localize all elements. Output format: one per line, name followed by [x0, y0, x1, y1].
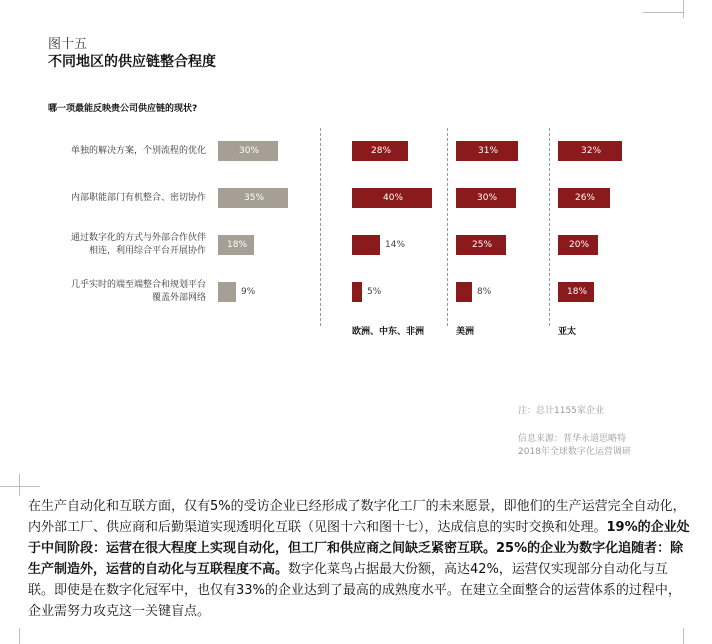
bar-region-2-row-4 [456, 282, 472, 302]
note-total: 注：总计1155家企业 [518, 406, 604, 416]
bar-value-label: 26% [575, 193, 596, 203]
panel-divider-3 [549, 128, 550, 326]
bar-value-label: 32% [581, 146, 602, 156]
category-label-1 [20, 145, 206, 158]
category-label-line: 通过数字化的方式与外部合作伙伴 [70, 233, 206, 243]
bar-value-label: 40% [383, 193, 404, 203]
bar-value-label: 8% [477, 287, 492, 297]
bar-value-label: 28% [371, 146, 392, 156]
source-line-1: 信息来源：普华永道思略特 [518, 434, 627, 444]
bar-value-label: 30% [477, 193, 498, 203]
bar-value-label: 20% [569, 240, 590, 250]
figure-title: 不同地区的供应链整合程度 [48, 54, 216, 70]
crop-mark-bottom-right-v [683, 628, 684, 644]
crop-mark-top-right-v [683, 0, 684, 18]
category-label-3 [20, 232, 206, 258]
panel-divider-1 [320, 128, 321, 326]
category-label-line: 内部职能部门有机整合、密切协作 [70, 192, 206, 203]
body-paragraph [28, 496, 692, 622]
bar-value-label: 5% [367, 287, 382, 297]
crop-mark-mid-left-h [0, 486, 40, 487]
bar-value-label: 35% [244, 193, 265, 203]
bar-region-1-row-3 [352, 235, 380, 255]
category-label-4 [20, 279, 206, 305]
region-label-1: 欧洲、中东、非洲 [352, 327, 425, 337]
crop-mark-top-right-h [643, 12, 683, 13]
category-label-2 [20, 192, 206, 205]
survey-question: 哪一项最能反映贵公司供应链的现状? [48, 104, 198, 114]
bar-value-label: 18% [567, 287, 588, 297]
bar-value-label: 25% [472, 240, 493, 250]
bar-value-label: 14% [385, 240, 406, 250]
source-line-2: 2018年全球数字化运营调研 [518, 447, 631, 457]
bar-region-1-row-4 [352, 282, 362, 302]
category-label-line: 相连，利用综合平台开展协作 [88, 246, 206, 256]
panel-divider-2 [447, 128, 448, 326]
body-text-2: 数字化菜鸟占据最大份额，高达42%，运营仅实现部分自动化与互联。即使是在数字化冠军中，也仅有33%的企业达到了最高的成熟度水平。在建立全面整合的运营体系的过程中，企业需努力攻克这一关键盲点。 [28, 562, 681, 619]
category-label-line: 覆盖外部网络 [151, 293, 206, 303]
bar-value-label: 31% [478, 146, 499, 156]
bar-value-label: 9% [241, 287, 256, 297]
crop-mark-mid-left-v [19, 474, 20, 496]
region-label-2: 美洲 [456, 327, 475, 337]
body-text-1: 在生产自动化和互联方面，仅有5%的受访企业已经形成了数字化工厂的未来愿景，即他们的生产运营完全自动化，内外部工厂、供应商和后勤渠道实现透明化互联（见图十六和图十七），达成信息的实时交换和处理。 [28, 499, 686, 535]
region-label-3: 亚太 [558, 327, 577, 337]
category-label-line: 几乎实时的端至端整合和规划平台 [70, 280, 206, 290]
body-text-bold: 19%的企业处于中间阶段：运营在很大程度上实现自动化，但工厂和供应商之间缺乏紧密互联。25%的企业为数字化追随者：除生产制造外，运营的自动化与互联程度不高。 [28, 520, 690, 577]
crop-mark-bottom-left-v [19, 628, 20, 644]
bar-value-label: 30% [239, 146, 260, 156]
bar-value-label: 18% [227, 240, 248, 250]
category-label-line: 单独的解决方案，个别流程的优化 [70, 145, 206, 156]
figure-number: 图十五 [48, 37, 88, 52]
bar-global-row-4 [218, 282, 236, 302]
